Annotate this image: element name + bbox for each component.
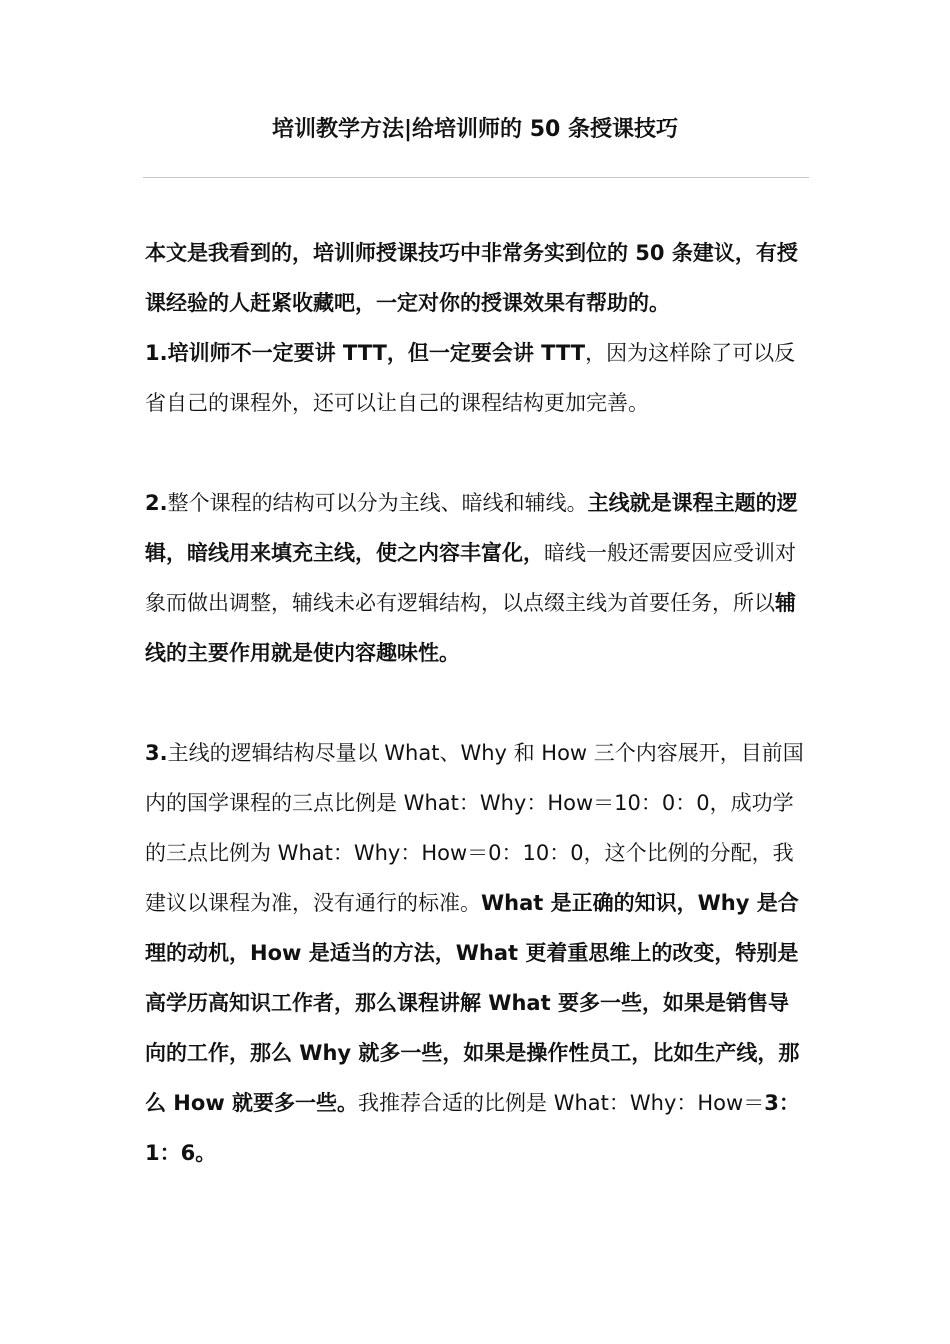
intro-text: 本文是我看到的，培训师授课技巧中非常务实到位的 50 条建议，有授课经验的人赶紧收藏吧，一定对你的授课效果有帮助的。 (145, 241, 798, 315)
tip-3-bold-1: What 是正确的知识，Why 是合理的动机，How 是适当的方法，What 更着重思维上的改变，特别是高学历高知识工作者，那么课程讲解 What 要多一些，如果是销售导向的工作，那么 Why 就多一些，如果是操作性员工，比如生产线，那么 How 就要多一些。 (145, 891, 800, 1115)
tip-2-bold-1: 主线就是课程主题的逻辑，暗线用来填充主线，使之内容丰富化， (145, 491, 798, 565)
tip-1-paragraph (145, 328, 809, 428)
tip-3-number: 3. (145, 741, 168, 765)
tip-3-paragraph (145, 728, 809, 1178)
tip-2-bold-2: 辅线的主要作用就是使内容趣味性。 (145, 591, 796, 665)
tip-2-text-2: 暗线一般还需要因应受训对象而做出调整，辅线未必有逻辑结构，以点缀主线为首要任务，所以 (145, 541, 796, 615)
tip-3-text-2: 我推荐合适的比例是 What：Why：How＝ (358, 1091, 765, 1115)
tip-2-paragraph (145, 478, 809, 678)
tip-3-text-1: 主线的逻辑结构尽量以 What、Why 和 How 三个内容展开，目前国内的国学课程的三点比例是 What：Why：How＝10：0：0，成功学的三点比例为 What：Why：How＝0：10：0，这个比例的分配，我建议以课程为准，没有通行的标准。 (145, 741, 804, 915)
tip-2-number: 2. (145, 491, 168, 515)
title-divider (143, 177, 809, 178)
tip-2-text-1: 整个课程的结构可以分为主线、暗线和辅线。 (167, 491, 588, 515)
paragraph-spacer (145, 678, 809, 728)
tip-3-ratio: 3：1：6。 (145, 1091, 800, 1165)
paragraph-spacer (145, 428, 809, 478)
page-title: 培训教学方法|给培训师的 50 条授课技巧 (272, 117, 678, 142)
tip-1-text: ，因为这样除了可以反省自己的课程外，还可以让自己的课程结构更加完善。 (145, 341, 796, 415)
tip-1-heading: 1.培训师不一定要讲 TTT，但一定要会讲 TTT (145, 341, 586, 365)
article-body (145, 228, 809, 1178)
intro-paragraph (145, 228, 809, 328)
